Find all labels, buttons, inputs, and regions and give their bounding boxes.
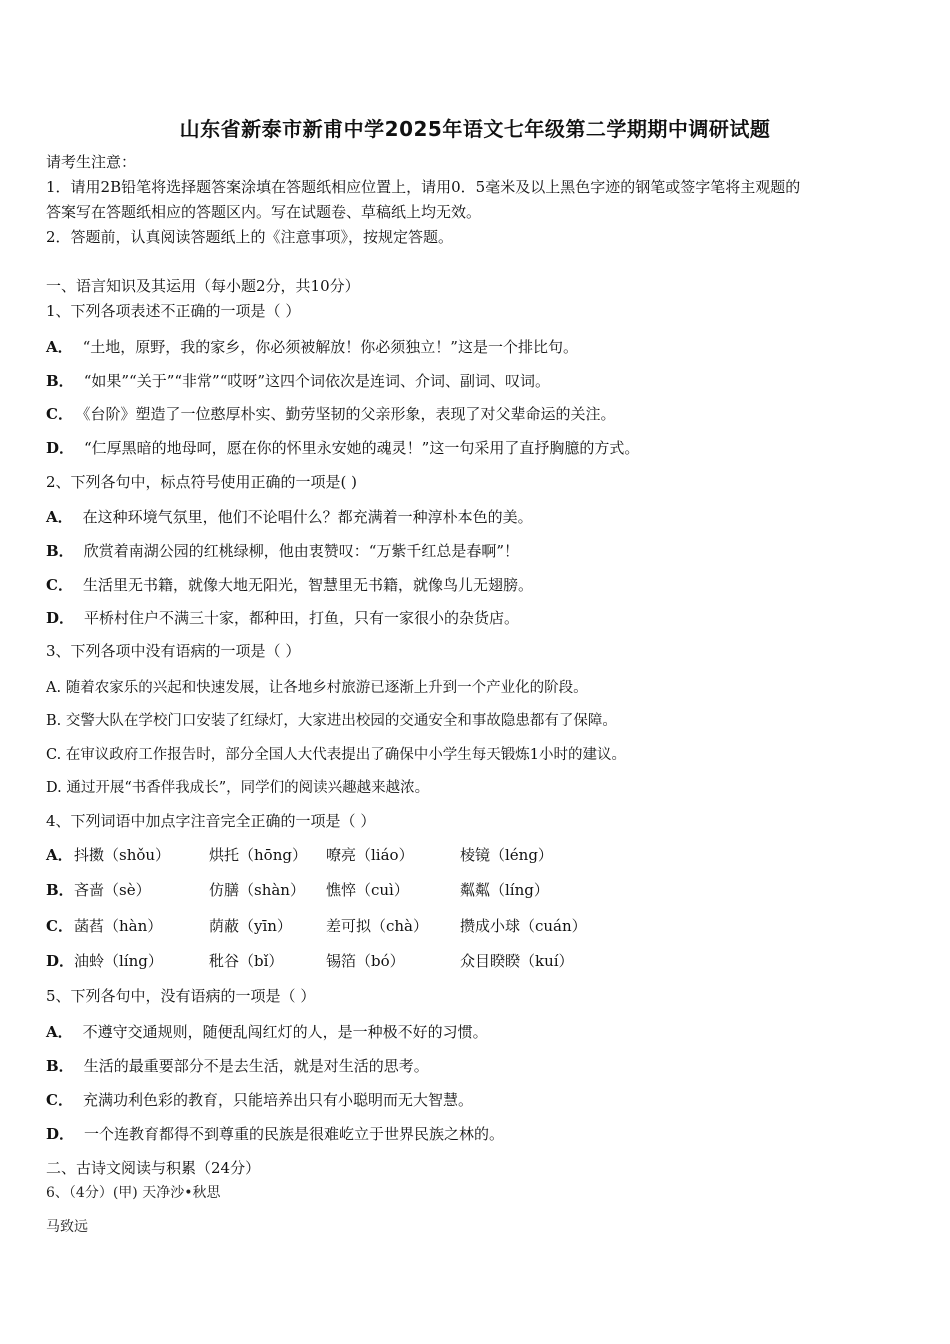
option-label: C． — [46, 405, 73, 423]
row-label: B． — [46, 881, 74, 899]
option-text: “仁厚黑暗的地母呵，愿在你的怀里永安她的魂灵！”这一句采用了直抒胸臆的方式。 — [84, 439, 640, 457]
q2-option-c — [46, 575, 533, 595]
option-text: 在这种环境气氛里，他们不论唱什么？都充满着一种淳朴本色的美。 — [82, 508, 533, 526]
poem-author: 马致远 — [46, 1219, 88, 1235]
q3-option-d: D. 通过开展“书香伴我成长”，同学们的阅读兴趣越来越浓。 — [46, 780, 430, 796]
option-label: D． — [46, 439, 75, 457]
q1-option-d — [46, 438, 639, 458]
pinyin-item: 菡萏（hàn） — [74, 917, 163, 935]
option-label: A． — [46, 508, 73, 526]
pinyin-item: 吝啬（sè） — [74, 881, 151, 899]
pinyin-item: 众目睽睽（kuí） — [460, 952, 574, 970]
q5-option-d — [46, 1124, 504, 1144]
q3-option-a: A. 随着农家乐的兴起和快速发展，让各地乡村旅游已逐渐上升到一个产业化的阶段。 — [46, 680, 588, 696]
page-title: 山东省新泰市新甫中学2025年语文七年级第二学期期中调研试题 — [179, 117, 771, 141]
pinyin-item: 锡箔（bó） — [326, 952, 405, 970]
pinyin-item: 秕谷（bǐ） — [209, 952, 284, 970]
option-label: C． — [46, 1091, 73, 1109]
pinyin-item: 攒成小球（cuán） — [460, 917, 587, 935]
option-text: 生活的最重要部分不是去生活，就是对生活的思考。 — [83, 1057, 429, 1075]
row-label: C． — [46, 917, 73, 935]
pinyin-item: 粼粼（líng） — [460, 881, 549, 899]
option-label: B． — [46, 372, 74, 390]
pinyin-item: 仿膳（shàn） — [209, 881, 305, 899]
q1-option-b — [46, 371, 550, 391]
option-text: 充满功利色彩的教育，只能培养出只有小聪明而无大智慧。 — [82, 1091, 473, 1109]
q4-stem: 4、下列词语中加点字注音完全正确的一项是（ ） — [46, 812, 376, 830]
q5-stem: 5、下列各句中，没有语病的一项是（ ） — [46, 987, 316, 1005]
q1-option-c — [46, 404, 615, 424]
q6-stem: 6、（4分）(甲) 天净沙•秋思 — [46, 1185, 221, 1201]
option-label: D． — [46, 1125, 75, 1143]
option-text: 《台阶》塑造了一位憨厚朴实、勤劳坚韧的父亲形象，表现了对父辈命运的关注。 — [82, 405, 616, 423]
option-label: C． — [46, 576, 73, 594]
section-2-heading: 二、古诗文阅读与积累（24分） — [46, 1159, 261, 1177]
pinyin-item: 嘹亮（liáo） — [326, 846, 414, 864]
notice-item-1b: 答案写在答题纸相应的答题区内。写在试题卷、草稿纸上均无效。 — [46, 203, 482, 221]
pinyin-item: 烘托（hōng） — [209, 846, 307, 864]
option-text: 平桥村住户不满三十家，都种田，打鱼，只有一家很小的杂货店。 — [84, 609, 520, 627]
q3-option-c: C. 在审议政府工作报告时，部分全国人大代表提出了确保中小学生每天锻炼1小时的建议。 — [46, 747, 627, 763]
q2-option-d — [46, 608, 519, 628]
option-label: A． — [46, 1023, 73, 1041]
option-text: 生活里无书籍，就像大地无阳光，智慧里无书籍，就像鸟儿无翅膀。 — [82, 576, 533, 594]
option-text: “如果”“关于”“非常”“哎呀”这四个词依次是连词、介词、副词、叹词。 — [83, 372, 551, 390]
pinyin-item: 差可拟（chà） — [326, 917, 429, 935]
q5-option-b — [46, 1056, 429, 1076]
pinyin-item: 憔悴（cuì） — [326, 881, 409, 899]
q2-option-b — [46, 541, 519, 561]
pinyin-item: 荫蔽（yīn） — [209, 917, 292, 935]
notice-heading: 请考生注意： — [46, 153, 137, 171]
pinyin-item: 抖擞（shǒu） — [74, 846, 171, 864]
option-label: B． — [46, 542, 74, 560]
q2-stem: 2、下列各句中，标点符号使用正确的一项是( ) — [46, 473, 358, 491]
pinyin-item: 油蛉（líng） — [74, 952, 163, 970]
q1-option-a — [46, 337, 578, 357]
option-text: 欣赏着南湖公园的红桃绿柳，他由衷赞叹：“万紫千红总是春啊”！ — [83, 542, 520, 560]
row-label: D． — [46, 952, 75, 970]
pinyin-item: 棱镜（léng） — [460, 846, 553, 864]
q3-option-b: B. 交警大队在学校门口安装了红绿灯，大家进出校园的交通安全和事故隐患都有了保障。 — [46, 713, 617, 729]
q5-option-a — [46, 1022, 488, 1042]
option-label: A． — [46, 338, 73, 356]
notice-item-2: 2．答题前，认真阅读答题纸上的《注意事项》，按规定答题。 — [46, 228, 454, 246]
section-1-heading: 一、语言知识及其运用（每小题2分，共10分） — [46, 277, 360, 295]
option-text: 一个连教育都得不到尊重的民族是很难屹立于世界民族之林的。 — [84, 1125, 505, 1143]
option-text: “土地，原野，我的家乡，你必须被解放！你必须独立！”这是一个排比句。 — [82, 338, 578, 356]
q1-stem: 1、下列各项表述不正确的一项是（ ） — [46, 302, 301, 320]
option-label: B． — [46, 1057, 74, 1075]
q2-option-a — [46, 507, 533, 527]
q5-option-c — [46, 1090, 473, 1110]
q3-stem: 3、下列各项中没有语病的一项是（ ） — [46, 642, 301, 660]
notice-item-1a: 1．请用2B铅笔将选择题答案涂填在答题纸相应位置上，请用0．5毫米及以上黑色字迹的钢笔或签字笔将主观题的 — [46, 178, 801, 196]
option-text: 不遵守交通规则，随便乱闯红灯的人，是一种极不好的习惯。 — [82, 1023, 488, 1041]
row-label: A． — [46, 846, 73, 864]
option-label: D． — [46, 609, 75, 627]
